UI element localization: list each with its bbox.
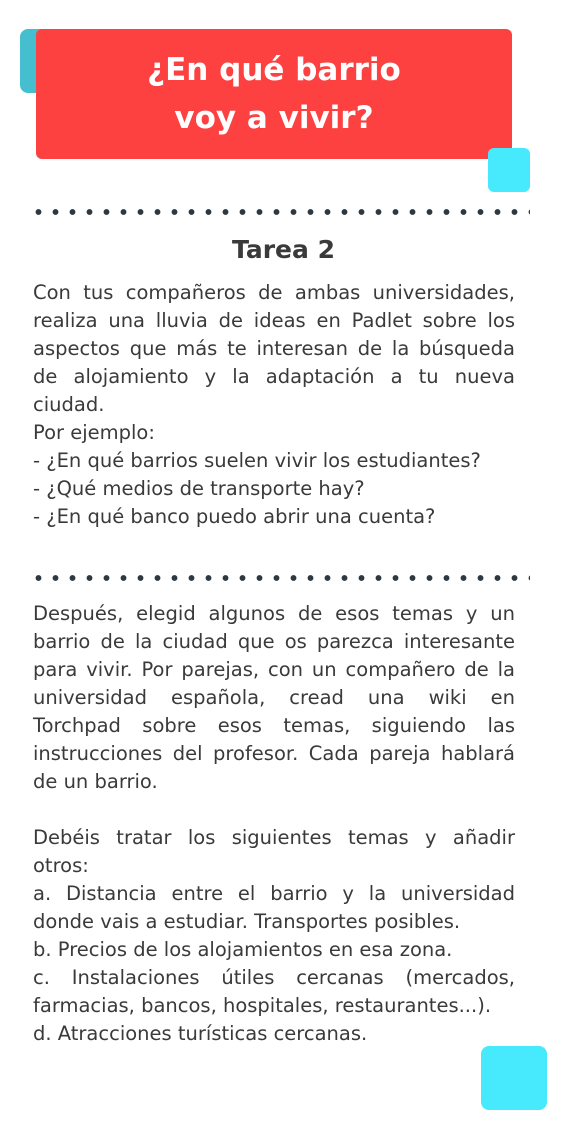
topics-intro: Debéis tratar los siguientes temas y añadir otros: [33,826,515,877]
example-item: - ¿Qué medios de transporte hay? [33,477,365,500]
topic-item: d. Atracciones turísticas cercanas. [33,1022,368,1045]
dotted-divider-top [30,208,530,216]
topic-item: b. Precios de los alojamientos en esa zona. [33,938,453,961]
topic-item: a. Distancia entre el barrio y la universidad donde vais a estudiar. Transportes posibles. [33,882,515,933]
task-heading: Tarea 2 [232,235,335,264]
banner-title-line-1: ¿En qué barrio [147,52,401,88]
example-item: - ¿En qué barrios suelen vivir los estudiantes? [33,449,481,472]
followup-block [33,600,515,796]
example-label: Por ejemplo: [33,421,155,444]
title-banner [36,29,512,159]
task-block [33,279,515,531]
dotted-divider-middle [30,574,530,582]
example-item: - ¿En qué banco puedo abrir una cuenta? [33,505,436,528]
decorative-cyan-square-top [488,148,530,192]
topic-item: c. Instalaciones útiles cercanas (mercados, farmacias, bancos, hospitales, restaurantes...). [33,966,515,1017]
decorative-cyan-square-bottom [481,1046,547,1110]
topics-block [33,824,515,1048]
banner-title-line-2: voy a vivir? [174,100,374,136]
followup-paragraph: Después, elegid algunos de esos temas y un barrio de la ciudad que os parezca interesante para vivir. Por parejas, con un compañero de la universidad española, cread una wiki en Torchpad sobre esos temas, siguiendo las instrucciones del profesor. Cada pareja hablará de un barrio. [33,602,515,793]
task-intro-paragraph: Con tus compañeros de ambas universidades, realiza una lluvia de ideas en Padlet sobre los aspectos que más te interesan de la búsqueda de alojamiento y la adaptación a tu nueva ciudad. [33,281,515,416]
